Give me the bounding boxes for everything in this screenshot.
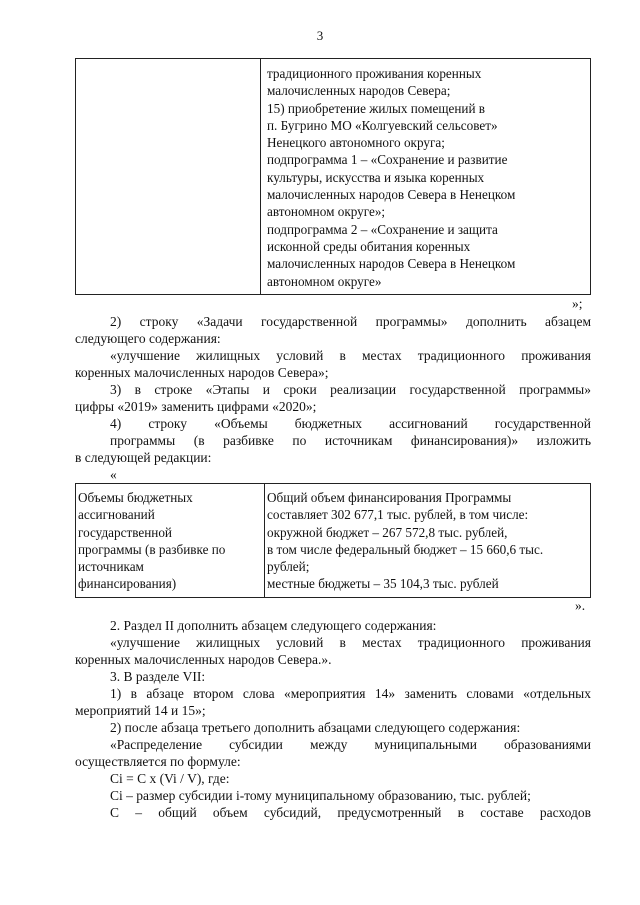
table-line: составляет 302 677,1 тыс. рублей, в том числе: — [267, 507, 529, 523]
table-line: источникам — [78, 559, 144, 575]
text-line: 2) строку «Задачи государственной программы» дополнить абзацем — [110, 314, 591, 329]
empty-label-cell — [76, 59, 261, 295]
table-line: подпрограмма 2 – «Сохранение и защита — [267, 221, 498, 237]
table-line: п. Бугрино МО «Колгуевский сельсовет» — [267, 117, 498, 133]
table-line: ассигнований — [78, 507, 155, 523]
paragraph-2 — [75, 313, 591, 347]
table-line: в том числе федеральный бюджет – 15 660,6 тыс. — [267, 541, 544, 557]
budget-label-cell — [76, 484, 265, 598]
opening-quote: « — [110, 467, 117, 482]
text-line: следующего содержания: — [75, 331, 221, 347]
table-line: окружной бюджет – 267 572,8 тыс. рублей, — [267, 524, 508, 540]
text-line: в следующей редакции: — [75, 450, 212, 466]
table-line: программы (в разбивке по — [78, 541, 226, 557]
tasks-cell — [261, 59, 591, 295]
budget-table — [75, 483, 591, 598]
table-line: малочисленных народов Севера в Ненецком — [267, 256, 516, 272]
table-line: финансирования) — [78, 576, 177, 592]
table-line: Ненецкого автономного округа; — [267, 135, 445, 151]
closing-quote-1: »; — [572, 296, 583, 311]
text-line: 1) в абзаце втором слова «мероприятия 14» заменить словами «отдельных — [110, 686, 591, 701]
table-line: подпрограмма 1 – «Сохранение и развитие — [267, 152, 508, 168]
paragraph-3 — [75, 381, 591, 415]
budget-value-cell — [265, 484, 591, 598]
text-line: «улучшение жилищных условий в местах традиционного проживания — [110, 348, 591, 363]
page-number: 3 — [316, 28, 324, 43]
table-line: исконной среды обитания коренных — [267, 238, 471, 254]
table-line: местные бюджеты – 35 104,3 тыс. рублей — [267, 576, 499, 592]
formula-ci-definition: Ci – размер субсидии i-тому муниципальному образованию, тыс. рублей; — [110, 788, 531, 803]
formula-intro — [75, 736, 591, 770]
text-line: цифры «2019» заменить цифрами «2020»; — [75, 399, 317, 415]
table-line: 15) приобретение жилых помещений в — [267, 100, 486, 116]
table-line: Общий объем финансирования Программы — [267, 490, 512, 505]
section-2-line: 2. Раздел II дополнить абзацем следующего содержания: — [110, 618, 437, 633]
table-line: малочисленных народов Севера; — [267, 83, 451, 99]
table-line: культуры, искусства и языка коренных — [267, 169, 485, 185]
formula: Ci = C x (Vi / V), где: — [110, 771, 230, 786]
table-line: малочисленных народов Севера в Ненецком — [267, 187, 516, 203]
text-line: «улучшение жилищных условий в местах традиционного проживания — [110, 635, 591, 650]
table-line: автономном округе» — [267, 273, 382, 289]
text-line: осуществляется по формуле: — [75, 754, 241, 770]
text-line: коренных малочисленных народов Севера.». — [75, 652, 332, 668]
program-table-continuation — [75, 58, 591, 295]
table-line: автономном округе»; — [267, 204, 386, 220]
table-line: государственной — [78, 524, 172, 540]
text-line: 4) строку «Объемы бюджетных ассигнований государственной — [110, 416, 591, 431]
text-line: «Распределение субсидии между муниципальными образованиями — [110, 737, 591, 752]
paragraph-quote — [75, 347, 591, 381]
section-7-item-2: 2) после абзаца третьего дополнить абзацами следующего содержания: — [110, 720, 521, 735]
text-line: программы (в разбивке по источникам финансирования)» изложить — [110, 433, 591, 449]
table-line: Объемы бюджетных — [78, 490, 193, 505]
text-line: 3) в строке «Этапы и сроки реализации государственной программы» — [110, 382, 591, 397]
paragraph-4 — [75, 415, 591, 467]
section-7-heading: 3. В разделе VII: — [110, 669, 206, 684]
section-2-quote — [75, 634, 591, 668]
text-line: C – общий объем субсидий, предусмотренный в составе расходов — [110, 805, 591, 820]
table-line: рублей; — [267, 559, 310, 575]
closing-quote-2: ». — [575, 598, 586, 613]
section-7-item-1 — [75, 685, 591, 719]
formula-c-definition — [75, 804, 591, 821]
table-line: традиционного проживания коренных — [267, 66, 482, 81]
text-line: коренных малочисленных народов Севера»; — [75, 365, 329, 381]
text-line: мероприятий 14 и 15»; — [75, 703, 206, 719]
